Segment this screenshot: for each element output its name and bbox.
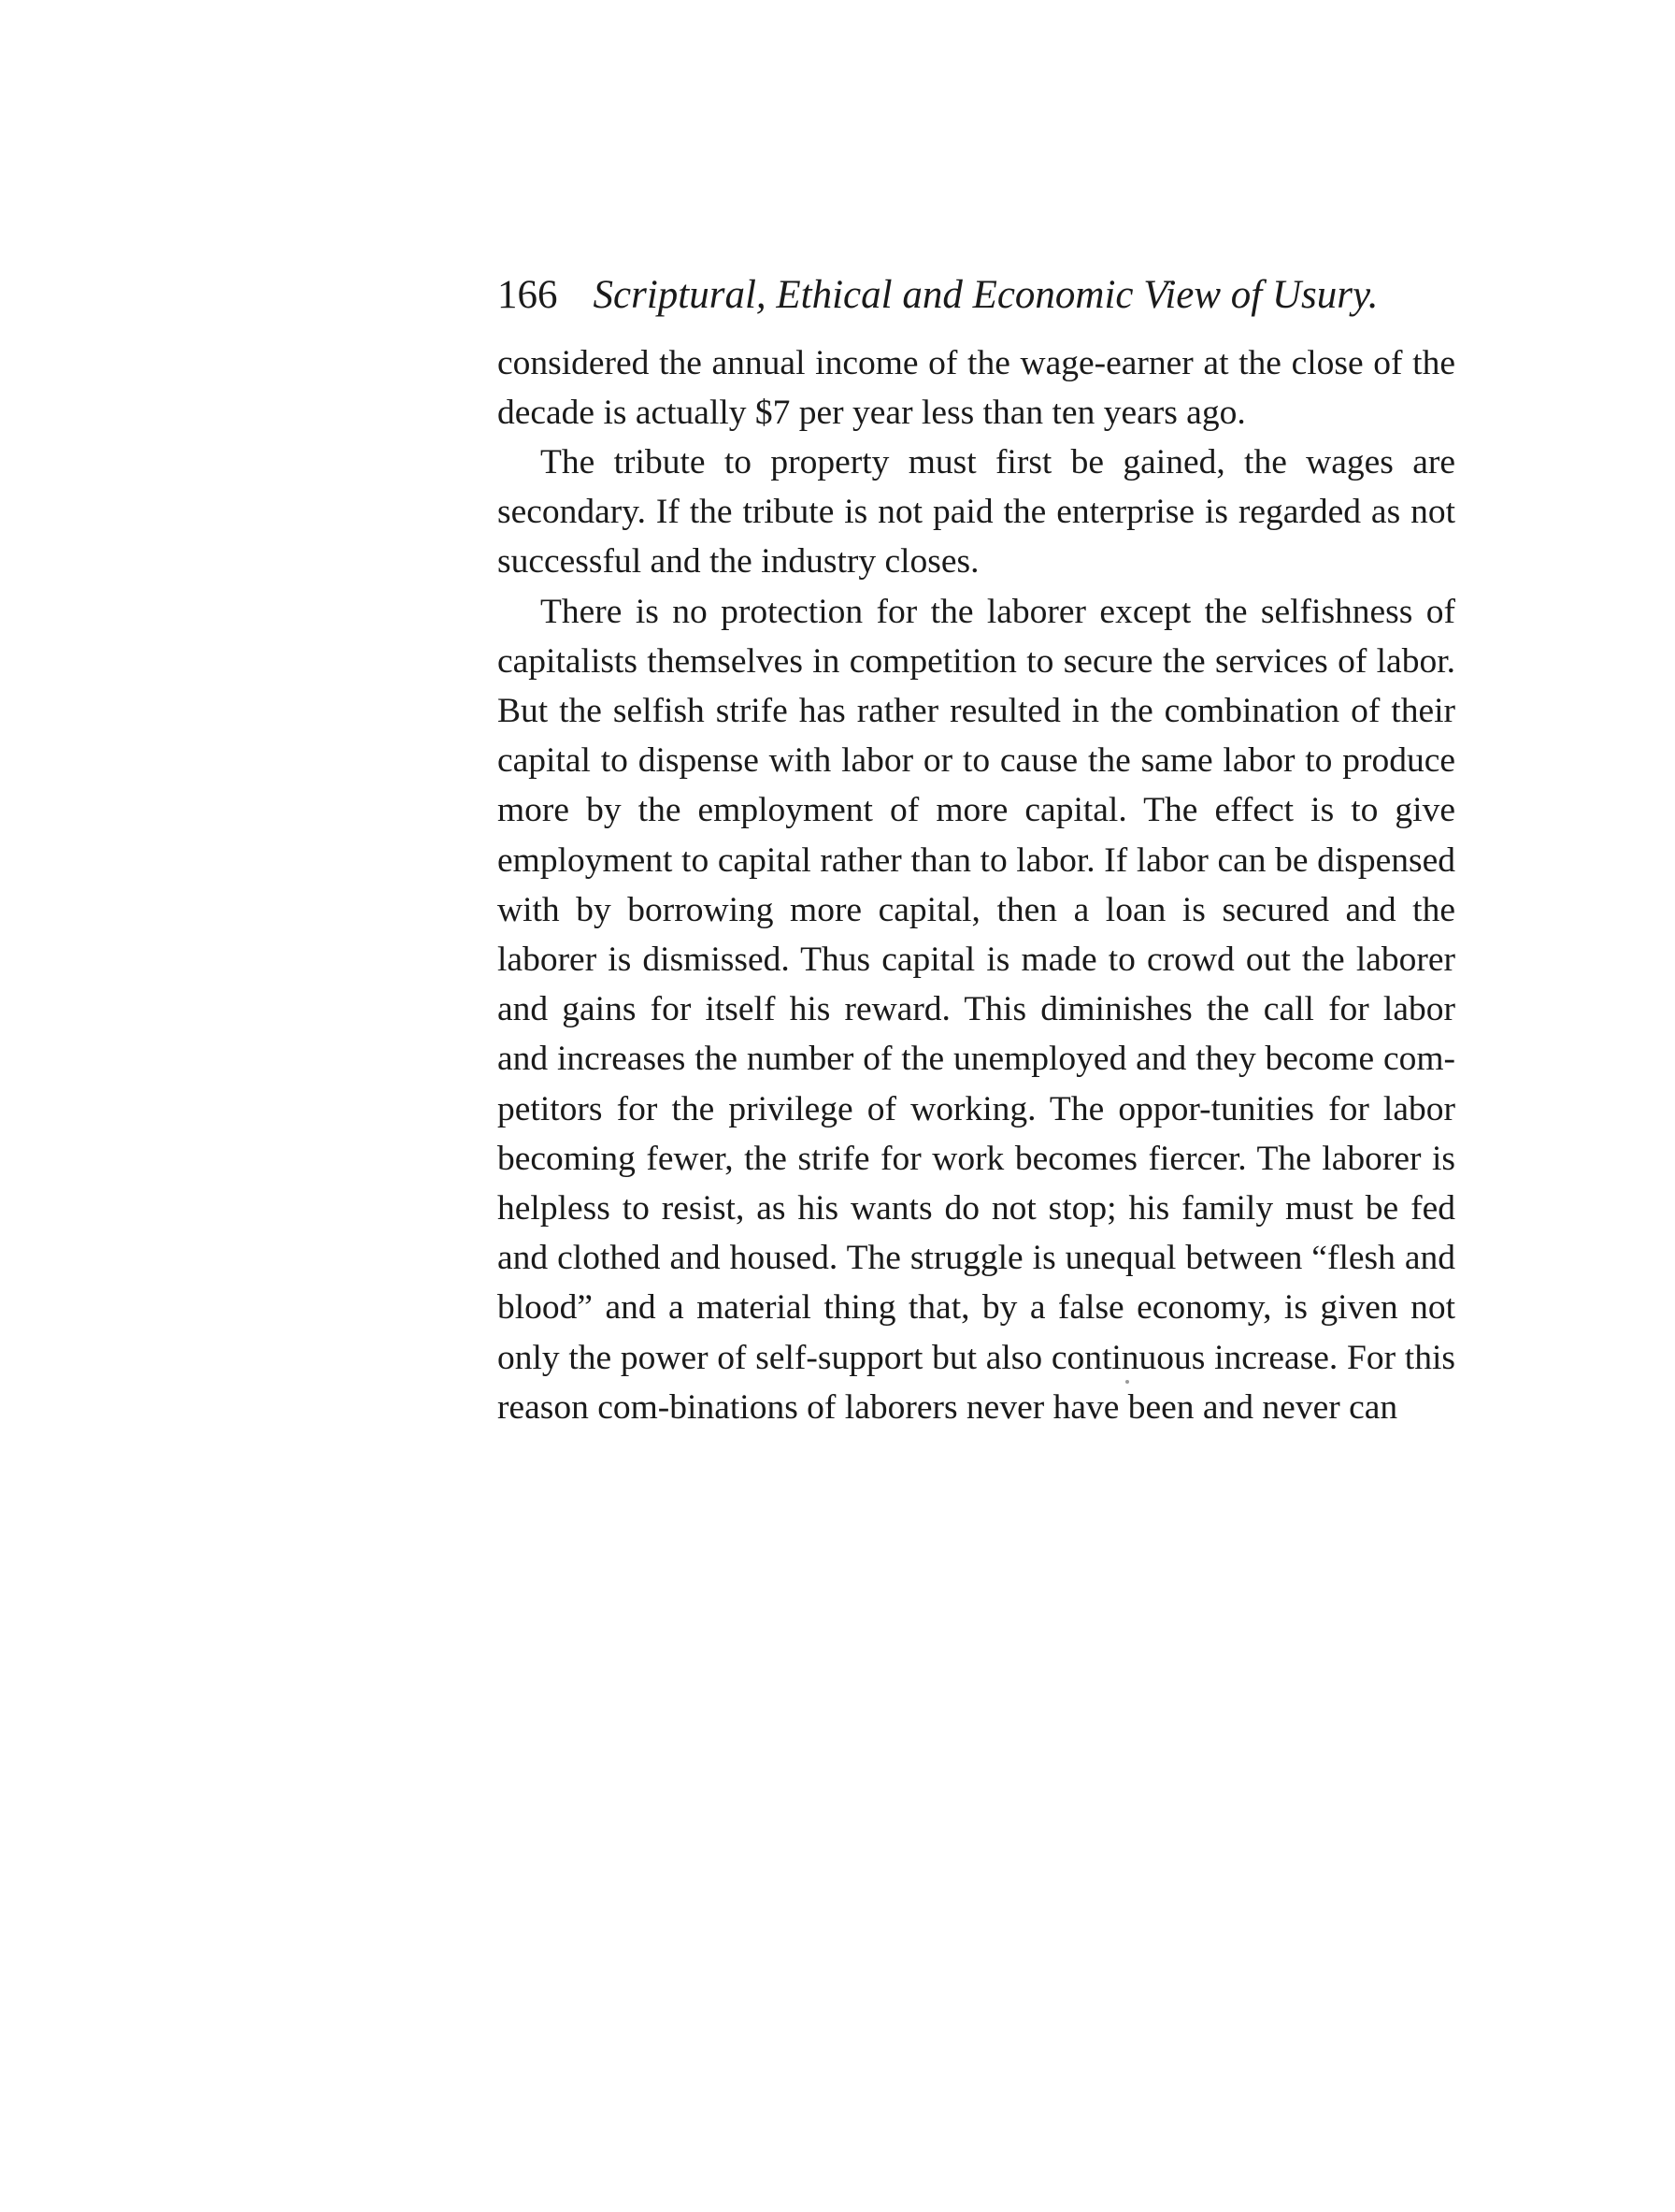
paragraph-continuation: considered the annual income of the wage-earner at the close of the decade is actually $7 per year less than ten years ago. [497,343,1455,432]
scan-speck [1125,1380,1129,1384]
running-title: Scriptural, Ethical and Economic View of Usury. [593,273,1379,317]
page-number: 166 [497,273,558,317]
body-text [497,338,1455,1432]
paragraph-protection: There is no protection for the laborer except the selfishness of capitalists themselves in competition to secure the services of labor. But the selfish strife has rather resulted in the combination of their capital to dispense with labor or to cause the same labor to produce more by the employment of more capital. The effect is to give employment to capital rather than to labor. If labor can be dispensed with by borrowing more capital, then a loan is secured and the laborer is dismissed. Thus capital is made to crowd out the laborer and gains for itself his reward. This diminishes the call for labor and increases the number of the unemployed and they become com-petitors for the privilege of working. The oppor-tunities for labor becoming fewer, the strife for work becomes fiercer. The laborer is helpless to resist, as his wants do not stop; his family must be fed and clothed and housed. The struggle is unequal between “flesh and blood” and a material thing that, by a false economy, is given not only the power of self-support but also continuous increase. For this reason com-binations of laborers never have been and never can [497,592,1455,1427]
running-head [497,271,1455,320]
book-page [497,271,1455,1432]
paragraph-tribute: The tribute to property must first be gained, the wages are secondary. If the tribute is not paid the enterprise is regarded as not successful and the industry closes. [497,443,1455,582]
